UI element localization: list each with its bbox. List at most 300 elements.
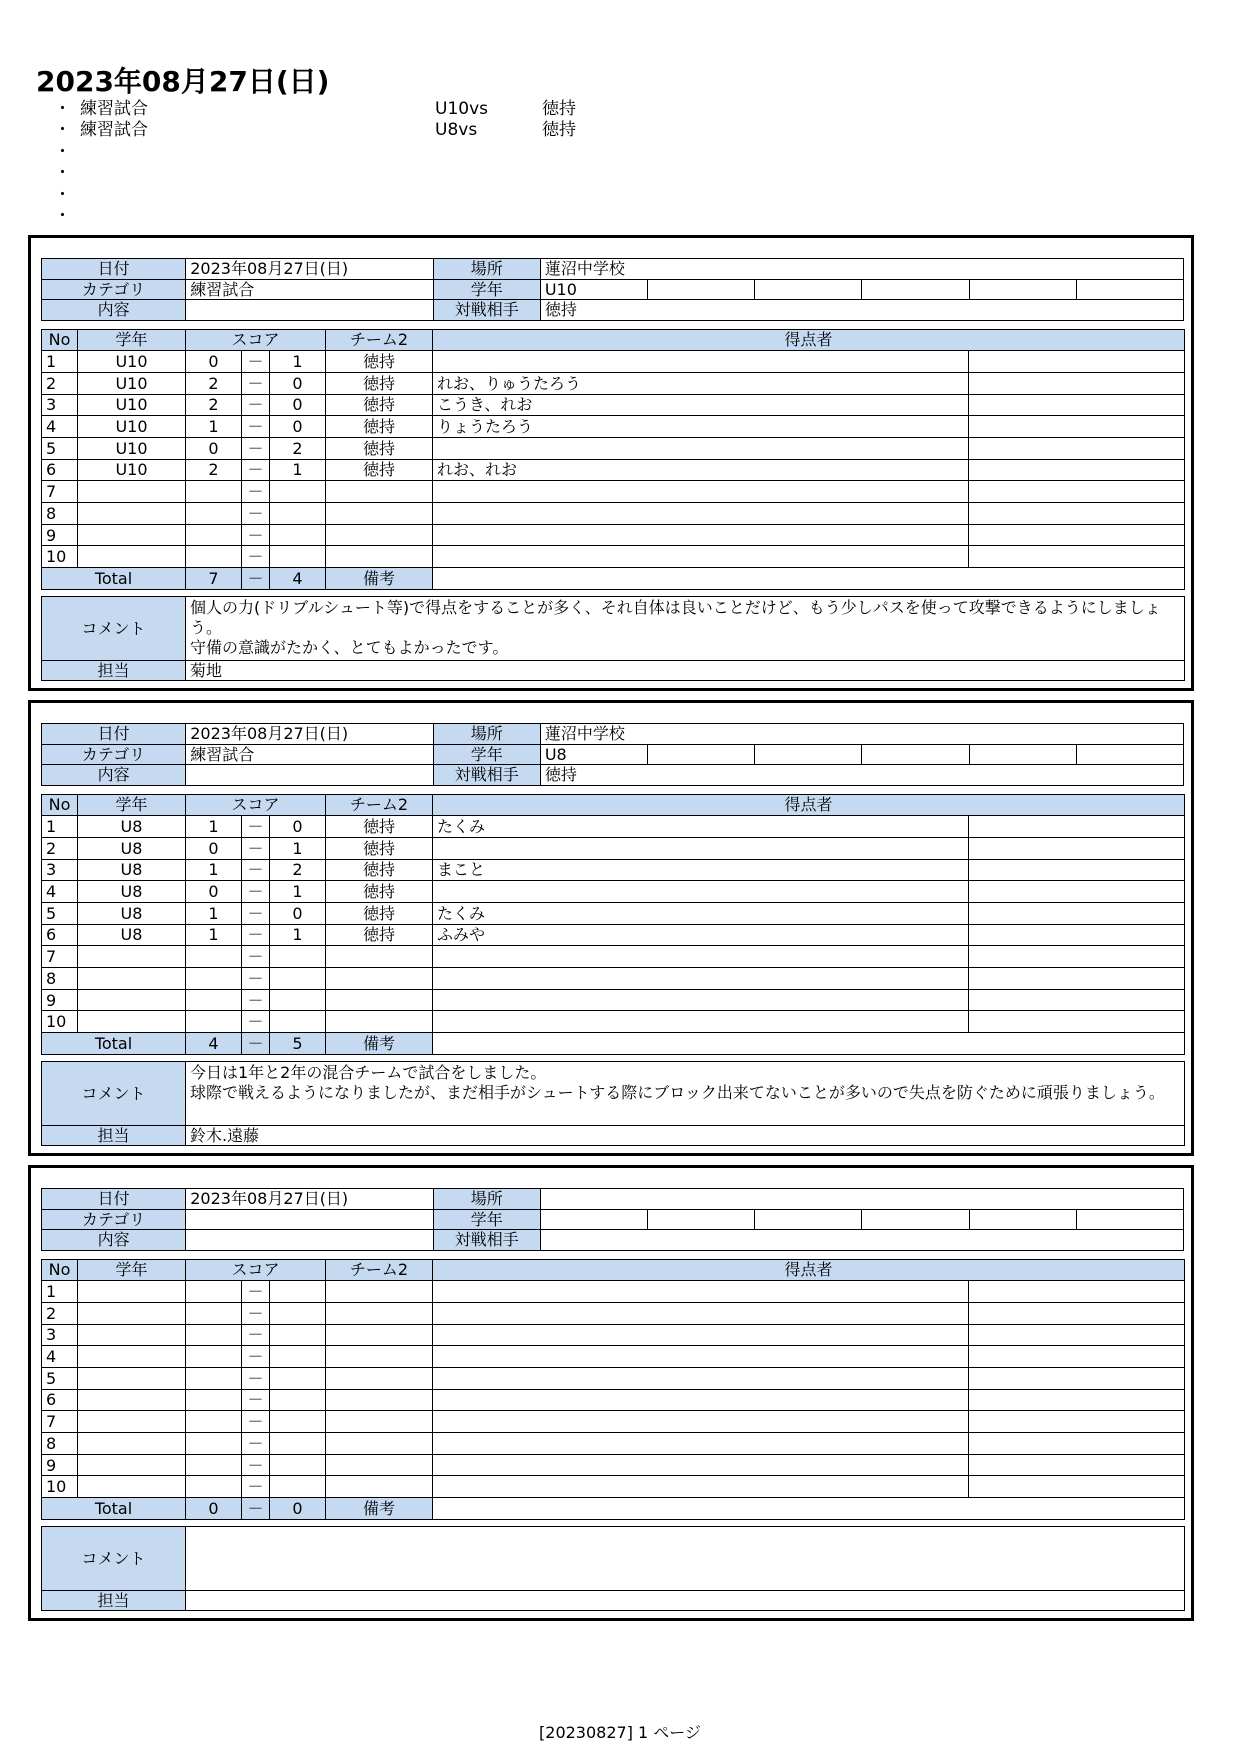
summary-opponent: 徳持 (542, 120, 576, 141)
score-separator: － (242, 946, 270, 968)
score-separator: － (242, 881, 270, 903)
row-score-home: 2 (186, 394, 242, 416)
row-score-home: 1 (186, 816, 242, 838)
row-team2: 徳持 (326, 416, 433, 438)
score-separator: － (242, 481, 270, 503)
comment-label: コメント (42, 1526, 186, 1590)
bullet-mark: ・ (54, 120, 71, 141)
row-number: 2 (42, 837, 78, 859)
row-number: 4 (42, 416, 78, 438)
score-separator: － (242, 372, 270, 394)
empty-cell (755, 1209, 862, 1230)
score-separator: － (242, 503, 270, 525)
score-separator: － (242, 1367, 270, 1389)
row-grade: U8 (78, 816, 186, 838)
place-label: 場所 (433, 724, 540, 745)
row-number: 2 (42, 1302, 78, 1324)
empty-cell (969, 481, 1185, 503)
row-score-away (270, 1346, 326, 1368)
row-score-home (186, 968, 242, 990)
empty-cell (969, 1281, 1185, 1303)
match-header-table (41, 723, 1184, 786)
row-score-away: 0 (270, 416, 326, 438)
summary-item (50, 142, 750, 163)
comment-line: 球際で戦えるようになりましたが、まだ相手がシュートする際にブロック出来てないことが多いので失点を防ぐために頑張りましょう。 (190, 1082, 1165, 1102)
category-value: 練習試合 (186, 744, 433, 765)
grade-label: 学年 (433, 1209, 540, 1230)
table-row (42, 1281, 1185, 1303)
row-score-away (270, 1302, 326, 1324)
no-header: No (42, 1259, 78, 1281)
table-row (42, 1454, 1185, 1476)
table-row (42, 524, 1185, 546)
row-scorers (433, 1011, 969, 1033)
empty-cell (969, 416, 1185, 438)
remarks-label: 備考 (326, 1033, 433, 1055)
row-score-away: 1 (270, 924, 326, 946)
row-number: 9 (42, 1454, 78, 1476)
table-row (42, 1324, 1185, 1346)
row-grade (78, 968, 186, 990)
row-number: 7 (42, 481, 78, 503)
row-score-home (186, 1324, 242, 1346)
category-value (186, 1209, 433, 1230)
summary-category: 練習試合 (80, 120, 148, 141)
row-team2: 徳持 (326, 394, 433, 416)
comment-text (186, 1526, 1185, 1590)
grade-value: U8 (540, 744, 647, 765)
row-number: 10 (42, 546, 78, 568)
remarks-value (433, 1033, 1185, 1055)
row-team2 (326, 1346, 433, 1368)
row-scorers (433, 437, 969, 459)
row-team2 (326, 1367, 433, 1389)
comment-line: 個人の力(ドリブルシュート等)で得点をすることが多く、それ自体は良いことだけど、もう少しパスを使って攻撃できるようにしましょう。 (190, 597, 1161, 637)
row-score-away (270, 1281, 326, 1303)
table-row (42, 503, 1185, 525)
match-block (28, 1165, 1194, 1621)
staff-label: 担当 (42, 1590, 186, 1611)
row-grade: U10 (78, 372, 186, 394)
date-label: 日付 (42, 1189, 186, 1210)
row-scorers: れお、れお (433, 459, 969, 481)
table-row (42, 859, 1185, 881)
row-grade (78, 503, 186, 525)
total-away: 5 (270, 1033, 326, 1055)
score-separator: － (242, 568, 270, 590)
row-score-home (186, 546, 242, 568)
score-separator: － (242, 924, 270, 946)
bullet-mark: ・ (54, 99, 71, 119)
row-number: 5 (42, 1367, 78, 1389)
row-score-home: 0 (186, 837, 242, 859)
row-score-away (270, 1454, 326, 1476)
empty-cell (969, 394, 1185, 416)
score-separator: － (242, 1454, 270, 1476)
team2-header: チーム2 (326, 329, 433, 351)
row-scorers (433, 1367, 969, 1389)
empty-cell (969, 546, 1185, 568)
empty-cell (862, 1209, 969, 1230)
table-row (42, 459, 1185, 481)
row-score-away: 2 (270, 859, 326, 881)
remarks-label: 備考 (326, 568, 433, 590)
comment-table (41, 1061, 1185, 1147)
table-row (42, 902, 1185, 924)
score-separator: － (242, 816, 270, 838)
row-score-home (186, 1454, 242, 1476)
empty-cell (648, 1209, 755, 1230)
grade-value (540, 1209, 647, 1230)
total-home: 0 (186, 1498, 242, 1520)
score-table (41, 1259, 1185, 1520)
row-scorers (433, 989, 969, 1011)
table-row (42, 968, 1185, 990)
row-number: 3 (42, 394, 78, 416)
scorers-header: 得点者 (433, 329, 1185, 351)
table-row (42, 372, 1185, 394)
page-title: 2023年08月27日(日) (36, 65, 330, 98)
staff-label: 担当 (42, 1125, 186, 1146)
row-team2 (326, 1324, 433, 1346)
content-label: 内容 (42, 1230, 186, 1251)
row-number: 4 (42, 881, 78, 903)
row-score-home (186, 524, 242, 546)
table-row (42, 924, 1185, 946)
summary-item (50, 120, 750, 141)
row-number: 4 (42, 1346, 78, 1368)
empty-cell (969, 744, 1076, 765)
row-scorers (433, 837, 969, 859)
row-team2: 徳持 (326, 351, 433, 373)
empty-cell (969, 1209, 1076, 1230)
row-score-home (186, 1411, 242, 1433)
category-value: 練習試合 (186, 279, 433, 300)
row-score-away: 0 (270, 816, 326, 838)
score-separator: － (242, 1281, 270, 1303)
score-separator: － (242, 989, 270, 1011)
row-scorers (433, 481, 969, 503)
row-team2 (326, 1476, 433, 1498)
row-team2: 徳持 (326, 372, 433, 394)
table-row (42, 1302, 1185, 1324)
summary-list (50, 99, 750, 227)
row-team2 (326, 1411, 433, 1433)
empty-cell (969, 1411, 1185, 1433)
score-separator: － (242, 1498, 270, 1520)
score-table (41, 329, 1185, 590)
row-scorers (433, 351, 969, 373)
empty-cell (969, 816, 1185, 838)
place-value: 蓮沼中学校 (540, 724, 1183, 745)
row-grade: U10 (78, 459, 186, 481)
date-value: 2023年08月27日(日) (186, 724, 433, 745)
row-scorers (433, 1476, 969, 1498)
row-team2 (326, 481, 433, 503)
opponent-label: 対戦相手 (433, 300, 540, 321)
score-separator: － (242, 1476, 270, 1498)
date-value: 2023年08月27日(日) (186, 259, 433, 280)
score-separator: － (242, 1346, 270, 1368)
row-grade: U10 (78, 351, 186, 373)
empty-cell (862, 279, 969, 300)
score-separator: － (242, 1411, 270, 1433)
empty-cell (648, 744, 755, 765)
score-separator: － (242, 1011, 270, 1033)
score-separator: － (242, 1389, 270, 1411)
row-score-home: 1 (186, 924, 242, 946)
row-score-home (186, 1367, 242, 1389)
empty-cell (969, 924, 1185, 946)
row-number: 10 (42, 1011, 78, 1033)
comment-line: 今日は1年と2年の混合チームで試合をしました。 (190, 1062, 547, 1082)
empty-cell (969, 279, 1076, 300)
row-score-home (186, 946, 242, 968)
place-label: 場所 (433, 1189, 540, 1210)
empty-cell (755, 744, 862, 765)
row-grade (78, 1324, 186, 1346)
row-grade (78, 989, 186, 1011)
no-header: No (42, 794, 78, 816)
total-away: 0 (270, 1498, 326, 1520)
row-team2 (326, 968, 433, 990)
row-number: 5 (42, 902, 78, 924)
row-score-home (186, 1011, 242, 1033)
match-block (28, 235, 1194, 691)
total-home: 4 (186, 1033, 242, 1055)
category-label: カテゴリ (42, 744, 186, 765)
empty-cell (969, 837, 1185, 859)
total-home: 7 (186, 568, 242, 590)
row-team2: 徳持 (326, 437, 433, 459)
row-score-home: 0 (186, 881, 242, 903)
table-row (42, 837, 1185, 859)
row-number: 7 (42, 946, 78, 968)
row-number: 1 (42, 1281, 78, 1303)
content-value (186, 765, 433, 786)
row-score-home: 2 (186, 372, 242, 394)
score-separator: － (242, 437, 270, 459)
row-score-away: 1 (270, 837, 326, 859)
row-grade (78, 1281, 186, 1303)
empty-cell (969, 902, 1185, 924)
content-label: 内容 (42, 300, 186, 321)
row-grade: U8 (78, 902, 186, 924)
empty-cell (969, 1367, 1185, 1389)
row-scorers (433, 968, 969, 990)
comment-table (41, 1526, 1185, 1612)
page-footer: [20230827] 1 ページ (539, 1723, 701, 1742)
empty-cell (755, 279, 862, 300)
empty-cell (969, 1454, 1185, 1476)
category-label: カテゴリ (42, 1209, 186, 1230)
row-team2 (326, 1011, 433, 1033)
opponent-label: 対戦相手 (433, 765, 540, 786)
match-block (28, 700, 1194, 1156)
opponent-value: 徳持 (540, 765, 1183, 786)
score-separator: － (242, 1324, 270, 1346)
score-header: スコア (186, 1259, 326, 1281)
row-number: 9 (42, 989, 78, 1011)
team2-header: チーム2 (326, 1259, 433, 1281)
table-row (42, 1476, 1185, 1498)
row-grade (78, 1389, 186, 1411)
row-grade: U8 (78, 837, 186, 859)
row-team2: 徳持 (326, 859, 433, 881)
summary-item (50, 185, 750, 206)
row-team2 (326, 503, 433, 525)
row-number: 8 (42, 1433, 78, 1455)
row-team2 (326, 1281, 433, 1303)
score-separator: － (242, 859, 270, 881)
date-label: 日付 (42, 724, 186, 745)
row-team2: 徳持 (326, 924, 433, 946)
empty-cell (969, 1346, 1185, 1368)
empty-cell (969, 989, 1185, 1011)
table-row (42, 437, 1185, 459)
comment-label: コメント (42, 1061, 186, 1125)
row-scorers: まこと (433, 859, 969, 881)
row-scorers (433, 1411, 969, 1433)
row-grade (78, 546, 186, 568)
empty-cell (969, 351, 1185, 373)
row-grade (78, 1411, 186, 1433)
row-grade: U8 (78, 881, 186, 903)
date-value: 2023年08月27日(日) (186, 1189, 433, 1210)
row-team2 (326, 524, 433, 546)
row-number: 6 (42, 459, 78, 481)
row-score-away: 0 (270, 902, 326, 924)
row-scorers (433, 546, 969, 568)
row-score-away (270, 1389, 326, 1411)
score-separator: － (242, 524, 270, 546)
row-score-away (270, 968, 326, 990)
row-team2 (326, 1302, 433, 1324)
grade-label: 学年 (433, 744, 540, 765)
row-score-away (270, 546, 326, 568)
empty-cell (969, 372, 1185, 394)
row-number: 9 (42, 524, 78, 546)
total-label: Total (42, 568, 186, 590)
comment-label: コメント (42, 596, 186, 660)
row-grade (78, 1011, 186, 1033)
grade-header: 学年 (78, 329, 186, 351)
staff-label: 担当 (42, 660, 186, 681)
row-number: 7 (42, 1411, 78, 1433)
row-score-away (270, 1411, 326, 1433)
row-grade (78, 1367, 186, 1389)
place-value: 蓮沼中学校 (540, 259, 1183, 280)
score-separator: － (242, 1433, 270, 1455)
row-score-away (270, 946, 326, 968)
total-away: 4 (270, 568, 326, 590)
row-score-away: 1 (270, 881, 326, 903)
empty-cell (969, 437, 1185, 459)
empty-cell (969, 459, 1185, 481)
opponent-value: 徳持 (540, 300, 1183, 321)
row-score-home (186, 1476, 242, 1498)
row-score-away (270, 503, 326, 525)
row-score-away: 2 (270, 437, 326, 459)
row-score-home: 1 (186, 859, 242, 881)
date-label: 日付 (42, 259, 186, 280)
empty-cell (969, 1302, 1185, 1324)
remarks-value (433, 1498, 1185, 1520)
empty-cell (969, 1476, 1185, 1498)
row-score-away (270, 1367, 326, 1389)
row-scorers: こうき、れお (433, 394, 969, 416)
empty-cell (969, 968, 1185, 990)
row-score-away: 0 (270, 394, 326, 416)
row-number: 6 (42, 1389, 78, 1411)
row-grade (78, 1302, 186, 1324)
category-label: カテゴリ (42, 279, 186, 300)
staff-value: 鈴木.遠藤 (186, 1125, 1185, 1146)
row-grade (78, 481, 186, 503)
row-grade: U10 (78, 394, 186, 416)
row-score-away (270, 481, 326, 503)
score-separator: － (242, 394, 270, 416)
score-separator: － (242, 1302, 270, 1324)
row-team2: 徳持 (326, 459, 433, 481)
row-score-away (270, 1011, 326, 1033)
row-grade (78, 1476, 186, 1498)
comment-text (186, 1061, 1185, 1125)
total-label: Total (42, 1033, 186, 1055)
row-scorers (433, 881, 969, 903)
score-separator: － (242, 416, 270, 438)
empty-cell (1076, 1209, 1183, 1230)
row-score-home (186, 1433, 242, 1455)
comment-table (41, 596, 1185, 682)
match-header-table (41, 258, 1184, 321)
row-team2 (326, 546, 433, 568)
row-score-home (186, 1346, 242, 1368)
row-score-home (186, 989, 242, 1011)
table-row (42, 1346, 1185, 1368)
empty-cell (969, 1389, 1185, 1411)
row-number: 5 (42, 437, 78, 459)
row-scorers (433, 1433, 969, 1455)
row-grade: U10 (78, 416, 186, 438)
table-row (42, 1433, 1185, 1455)
row-score-home (186, 1389, 242, 1411)
row-scorers (433, 503, 969, 525)
table-row (42, 1367, 1185, 1389)
row-score-home: 2 (186, 459, 242, 481)
empty-cell (969, 859, 1185, 881)
row-scorers (433, 1281, 969, 1303)
remarks-value (433, 568, 1185, 590)
row-scorers: れお、りゅうたろう (433, 372, 969, 394)
bullet-mark: ・ (54, 163, 71, 184)
content-value (186, 1230, 433, 1251)
row-grade (78, 524, 186, 546)
summary-item (50, 206, 750, 227)
row-number: 8 (42, 968, 78, 990)
no-header: No (42, 329, 78, 351)
row-grade (78, 1433, 186, 1455)
content-value (186, 300, 433, 321)
table-row (42, 394, 1185, 416)
opponent-label: 対戦相手 (433, 1230, 540, 1251)
row-number: 3 (42, 859, 78, 881)
row-score-home: 0 (186, 437, 242, 459)
row-score-home (186, 1281, 242, 1303)
empty-cell (969, 1011, 1185, 1033)
scorers-header: 得点者 (433, 794, 1185, 816)
row-team2: 徳持 (326, 816, 433, 838)
